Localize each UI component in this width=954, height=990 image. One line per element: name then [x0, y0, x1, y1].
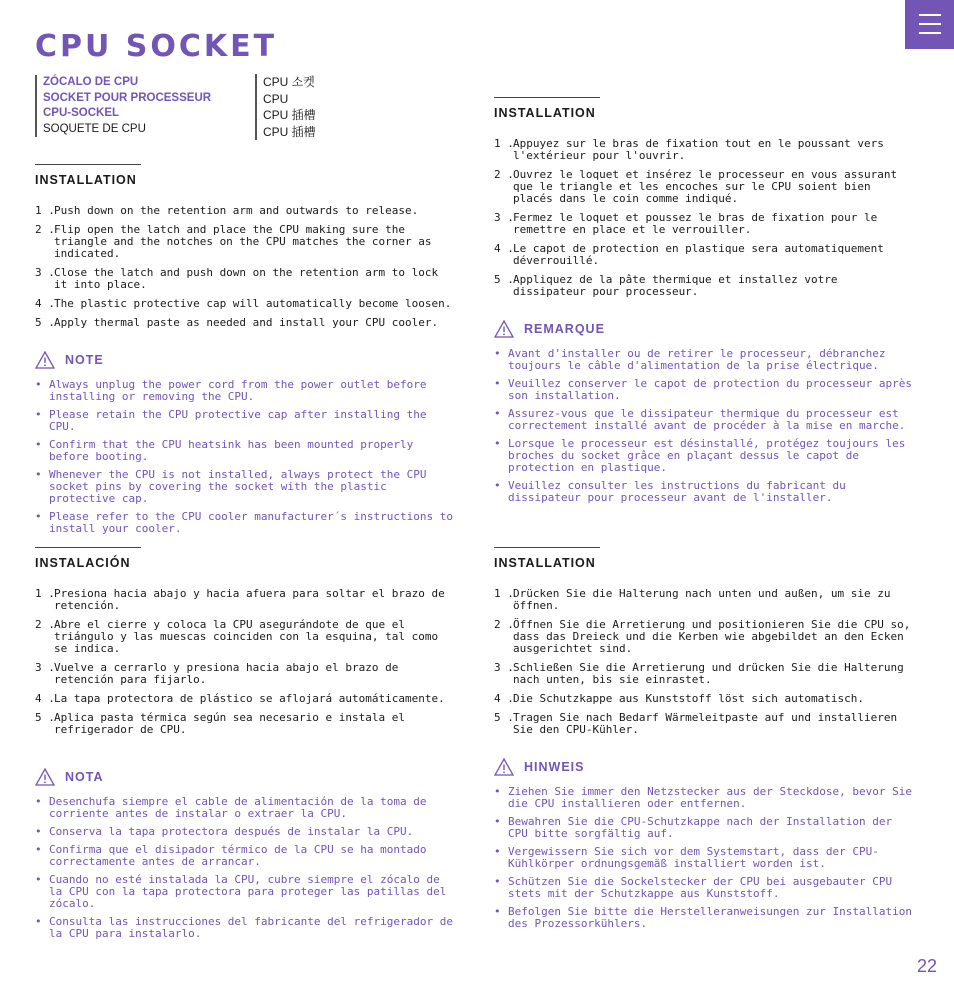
- list-item: 2 . Flip open the latch and place the CPU making sure the triangle and the notches on the CPU matches the corner as indicated.: [35, 223, 432, 260]
- section-heading: INSTALLATION: [35, 173, 137, 187]
- list-item: 1 . Appuyez sur le bras de fixation tout en le poussant vers l'extérieur pour l'ouvrir.: [494, 137, 884, 162]
- list-item: • Ziehen Sie immer den Netzstecker aus der Steckdose, bevor Sie die CPU installieren oder entfernen.: [494, 785, 912, 810]
- note-title: NOTE: [65, 353, 104, 367]
- list-item: • Befolgen Sie bitte die Herstelleranweisungen zur Installation des Prozessorkühlers.: [494, 905, 912, 930]
- steps-list: [494, 588, 914, 736]
- list-item: • Confirm that the CPU heatsink has been mounted properly before booting.: [35, 438, 414, 463]
- list-item: • Avant d'installer ou de retirer le processeur, débranchez toujours le câble d'alimentation de la prise électrique.: [494, 347, 886, 372]
- list-item: 1 . Drücken Sie die Halterung nach unten und außen, um sie zu öffnen.: [494, 587, 891, 612]
- list-item: • Assurez-vous que le dissipateur thermique du processeur est correctement installé avant de procéder à la mise en marche.: [494, 407, 906, 432]
- translated-names-right: [255, 74, 316, 140]
- section-rule: [35, 164, 141, 165]
- list-item: 2 . Öffnen Sie die Arretierung und positionieren Sie die CPU so, dass das Dreieck und die Kerben wie abgebildet an den Ecken ausgerichtet sind.: [494, 618, 911, 655]
- name-pt: SOQUETE DE CPU: [43, 122, 146, 135]
- name-zh-tw: CPU 插槽: [263, 124, 316, 139]
- list-item: 4 . The plastic protective cap will automatically become loosen.: [35, 297, 452, 310]
- list-item: • Please retain the CPU protective cap after installing the CPU.: [35, 408, 427, 433]
- list-item: • Vergewissern Sie sich vor dem Systemstart, dass der CPU-Kühlkörper ordnungsgemäß installiert worden ist.: [494, 845, 879, 870]
- section-heading: INSTALLATION: [494, 106, 596, 120]
- list-item: 5 . Appliquez de la pâte thermique et installez votre dissipateur pour processeur.: [494, 273, 838, 298]
- name-es: ZÓCALO DE CPU: [43, 76, 139, 88]
- page-title: CPU SOCKET: [35, 29, 278, 64]
- notes-list: [494, 348, 914, 504]
- list-item: • Conserva la tapa protectora después de instalar la CPU.: [35, 825, 414, 838]
- list-item: 1 . Push down on the retention arm and outwards to release.: [35, 204, 419, 217]
- note-header: [35, 768, 455, 786]
- note-header: [494, 758, 914, 776]
- warning-icon: [35, 351, 55, 369]
- list-item: • Lorsque le processeur est désinstallé, protégez toujours les broches du socket grâce en plaçant dessus le capot de protection en plastique.: [494, 437, 906, 474]
- list-item: • Veuillez consulter les instructions du fabricant du dissipateur pour processeur avant de l'installer.: [494, 479, 846, 504]
- list-item: • Bewahren Sie die CPU-Schutzkappe nach der Installation der CPU bitte sorgfältig auf.: [494, 815, 893, 840]
- list-item: 3 . Close the latch and push down on the retention arm to lock it into place.: [35, 266, 439, 291]
- list-item: • Cuando no esté instalada la CPU, cubre siempre el zócalo de la CPU con la tapa protectora para proteger las patillas del zócalo.: [35, 873, 447, 910]
- note-title: REMARQUE: [524, 322, 605, 336]
- section-en: [35, 164, 455, 541]
- notes-list: [494, 786, 914, 930]
- notes-list: [35, 796, 455, 940]
- list-item: 2 . Abre el cierre y coloca la CPU asegurándote de que el triángulo y las muescas coinciden con la esquina, tal como se indica.: [35, 618, 439, 655]
- list-item: • Schützen Sie die Sockelstecker der CPU bei ausgebauter CPU stets mit der Schutzkappe aus Kunststoff.: [494, 875, 893, 900]
- list-item: 3 . Schließen Sie die Arretierung und drücken Sie die Halterung nach unten, bis sie einrastet.: [494, 661, 904, 686]
- list-item: 2 . Ouvrez le loquet et insérez le processeur en vous assurant que le triangle et les encoches sur le CPU soient bien placés dans le coin comme indiqué.: [494, 168, 898, 205]
- name-zh-cn: CPU 插槽: [263, 108, 316, 122]
- note-header: [494, 320, 914, 338]
- name-ja: CPU: [263, 91, 289, 106]
- section-rule: [35, 547, 141, 548]
- menu-button[interactable]: [905, 0, 954, 49]
- name-fr: SOCKET POUR PROCESSEUR: [43, 91, 212, 104]
- section-es: [35, 547, 455, 946]
- steps-list: [35, 588, 455, 736]
- list-item: • Please refer to the CPU cooler manufacturer´s instructions to install your cooler.: [35, 510, 453, 535]
- list-item: • Always unplug the power cord from the power outlet before installing or removing the CPU.: [35, 378, 427, 403]
- list-item: 3 . Vuelve a cerrarlo y presiona hacia abajo el brazo de retención para fijarlo.: [35, 661, 399, 686]
- note-header: [35, 351, 455, 369]
- translated-names-left: [35, 75, 211, 137]
- list-item: • Veuillez conserver le capot de protection du processeur après son installation.: [494, 377, 912, 402]
- notes-list: [35, 379, 455, 535]
- warning-icon: [494, 758, 514, 776]
- warning-icon: [35, 768, 55, 786]
- note-title: HINWEIS: [524, 760, 585, 774]
- menu-icon: [919, 14, 941, 16]
- list-item: 5 . Aplica pasta térmica según sea necesario e instala el refrigerador de CPU.: [35, 711, 405, 736]
- list-item: 3 . Fermez le loquet et poussez le bras de fixation pour le remettre en place et le verrouiller.: [494, 211, 878, 236]
- section-heading: INSTALLATION: [494, 556, 596, 570]
- steps-list: [494, 138, 914, 298]
- list-item: 5 . Tragen Sie nach Bedarf Wärmeleitpaste auf und installieren Sie den CPU-Kühler.: [494, 711, 898, 736]
- section-heading: INSTALACIÓN: [35, 556, 131, 570]
- name-de: CPU-SOCKEL: [43, 107, 120, 119]
- note-title: NOTA: [65, 770, 104, 784]
- list-item: • Desenchufa siempre el cable de alimentación de la toma de corriente antes de instalar o extraer la CPU.: [35, 795, 427, 820]
- list-item: • Whenever the CPU is not installed, always protect the CPU socket pins by covering the socket with the plastic protective cap.: [35, 468, 427, 505]
- section-rule: [494, 97, 600, 98]
- name-ko: CPU 소켓: [263, 75, 315, 89]
- steps-list: [35, 205, 455, 329]
- list-item: • Confirma que el disipador térmico de la CPU se ha montado correctamente antes de arrancar.: [35, 843, 427, 868]
- list-item: 4 . La tapa protectora de plástico se aflojará automáticamente.: [35, 692, 445, 705]
- page-number: 22: [917, 956, 938, 976]
- warning-icon: [494, 320, 514, 338]
- list-item: 4 . Die Schutzkappe aus Kunststoff löst sich automatisch.: [494, 692, 864, 705]
- section-fr: [494, 97, 914, 510]
- list-item: 4 . Le capot de protection en plastique sera automatiquement déverrouillé.: [494, 242, 884, 267]
- list-item: 1 . Presiona hacia abajo y hacia afuera para soltar el brazo de retención.: [35, 587, 445, 612]
- section-rule: [494, 547, 600, 548]
- list-item: 5 . Apply thermal paste as needed and install your CPU cooler.: [35, 316, 439, 329]
- section-de: [494, 547, 914, 936]
- list-item: • Consulta las instrucciones del fabricante del refrigerador de la CPU para instalarlo.: [35, 915, 453, 940]
